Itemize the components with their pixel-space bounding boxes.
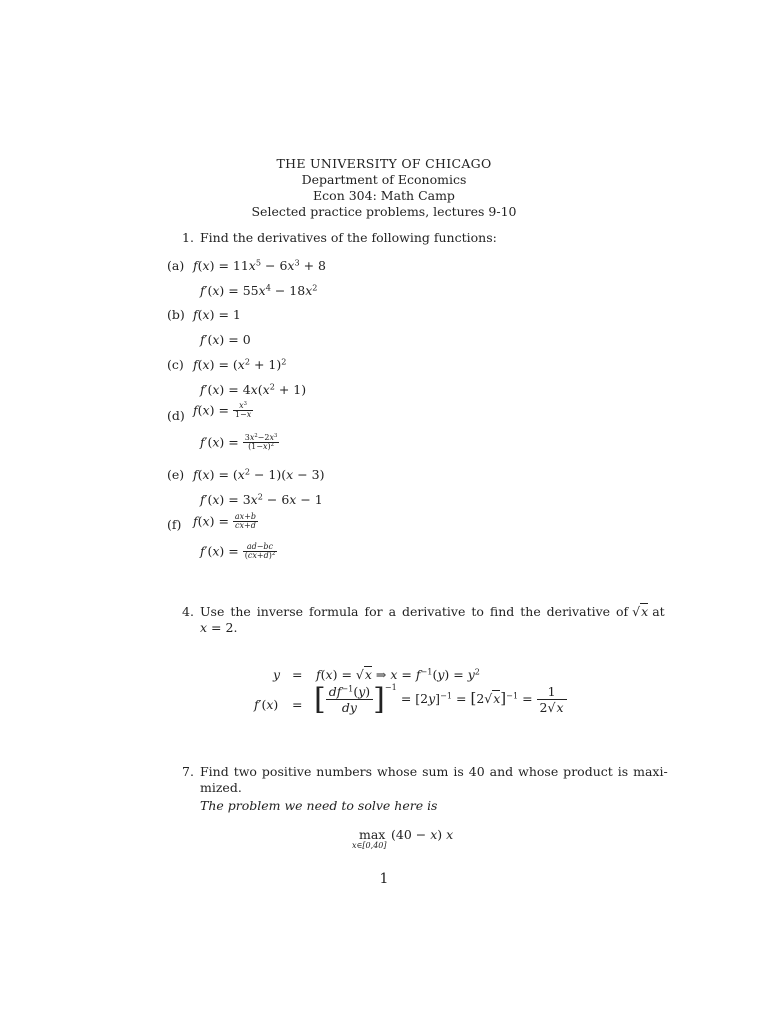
fraction: $\frac{df^{-1}(y)}{dy}$ [326,684,373,715]
part-d-label: (d) [167,408,185,423]
max-objective: (40 − x) x [391,827,454,842]
fraction: $\frac{x^3}{1-x}$ [234,401,252,420]
problem-4-prompt-end: at [652,604,665,619]
equation-row-2-lhs: f′(x) [254,697,279,712]
part-f-derivative: f′(x) = $\frac{ad-bc}{(cx+d)^2}$ [200,542,276,561]
university-title: THE UNIVERSITY OF CHICAGO [276,156,492,171]
part-b-derivative: f′(x) = 0 [200,332,251,347]
fraction: $\frac{ax+b}{cx+d}$ [234,512,257,531]
part-f-label: (f) [167,517,182,532]
part-e-derivative: $f'(x) = 3x^2 - 6x - 1$ [200,491,323,507]
problem-7-prompt-line-1: Find two positive numbers whose sum is 40 and whose product is maxi- [200,764,668,779]
problem-7-prompt-line-2: mized. [200,780,242,795]
part-d-function: f(x) = $\frac{x^3}{1-x}$ [193,401,252,420]
course-line: Econ 304: Math Camp [313,188,455,203]
fraction: $\frac{3x^2-2x^3}{(1-x)^2}$ [244,433,278,452]
problem-4-prompt-line-2: x = 2. [200,620,238,635]
problem-4-prompt-text: Use the inverse formula for a derivative to find the derivative of [200,604,629,619]
part-a-label: (a) [167,258,185,273]
fraction: $\frac{1}{2√x}$ [537,684,567,715]
part-a-function: $f(x) = 11x^5 - 6x^3 + 8$ [193,257,327,273]
part-a-derivative: $f'(x) = 55x^4 - 18x^2$ [200,282,318,298]
fraction: $\frac{ad-bc}{(cx+d)^2}$ [244,542,276,561]
equation-row-2-rhs: [ $\frac{df^{-1}(y)}{dy}$ ]$^{-1} = [2y]^{-1} = [2√x]^{-1}$ = $\frac{1}{2√x}$ [314,682,567,717]
part-c-function: $f(x) = (x^2 + 1)^2$ [193,356,287,372]
part-b-function: f(x) = 1 [193,307,241,322]
problem-1-prompt: Find the derivatives of the following functions: [200,230,497,245]
sqrt-x: √x [632,604,649,619]
part-b-label: (b) [167,307,185,322]
part-c-derivative: $f'(x) = 4x(x^2 + 1)$ [200,381,307,397]
page-number: 1 [379,871,389,887]
part-f-function: f(x) = $\frac{ax+b}{cx+d}$ [193,512,257,531]
max-domain: x∈[0,40] [352,841,387,850]
problem-7-number: 7. [182,764,194,779]
part-d-derivative: f′(x) = $\frac{3x^2-2x^3}{(1-x)^2}$ [200,433,278,452]
max-operator: max [359,827,386,842]
part-e-label: (e) [167,467,185,482]
equation-row-1-rhs: f(x) = √x ⇒ $x = f^{-1}(y) = y^2$ [316,666,480,682]
problem-1-number: 1. [182,230,194,245]
equation-row-1-lhs: y [273,667,281,682]
equation-row-1-eq: = [292,667,303,682]
subtitle-line: Selected practice problems, lectures 9-10 [251,204,517,219]
part-e-function: $f(x) = (x^2 - 1)(x - 3)$ [193,466,325,482]
problem-7-note: The problem we need to solve here is [200,798,438,813]
equation-row-2-eq: = [292,697,303,712]
part-c-label: (c) [167,357,184,372]
problem-4-number: 4. [182,604,194,619]
problem-4-prompt-line-2-text: = 2. [211,620,238,635]
problem-4-prompt-line-1 [200,604,665,619]
department-line: Department of Economics [301,172,467,187]
